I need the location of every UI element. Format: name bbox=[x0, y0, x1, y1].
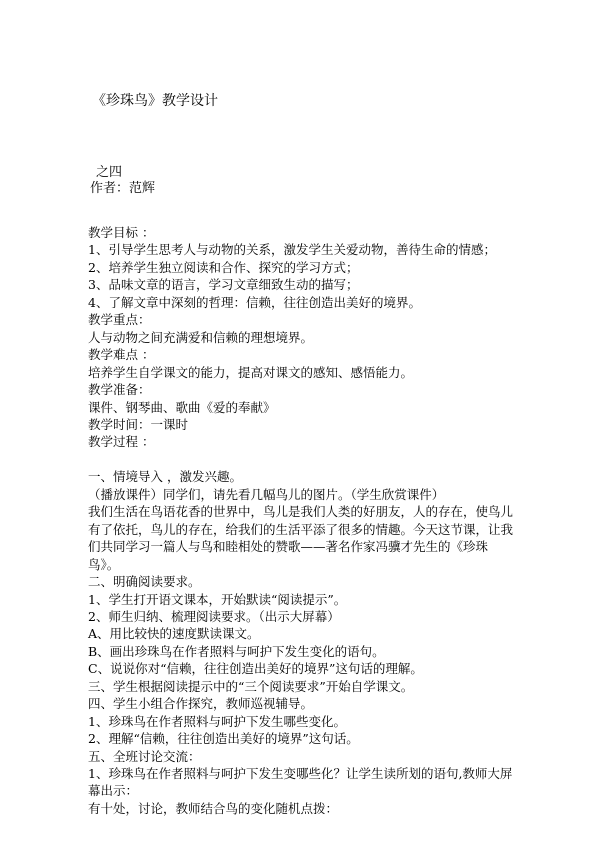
difficulty-heading: 教学难点 ： bbox=[88, 347, 155, 363]
objective-item: 4、了解文章中深刻的哲理：信赖，往往创造出美好的境界。 bbox=[88, 294, 421, 310]
difficulty-text: 培养学生自学课文的能力，提高对课文的感知、感悟能力。 bbox=[88, 364, 414, 380]
step5-heading: 五、全班讨论交流： bbox=[88, 748, 201, 764]
time-line: 教学时间：一课时 bbox=[88, 416, 189, 432]
step1-paragraph: 我们生活在鸟语花香的世界中，鸟儿是我们人类的好朋友，人的存在，使鸟儿有了依托，鸟儿的存在，给我们的生活平添了很多的情趣。今天这节课，让我们共同学习一篇人与鸟和睦相处的赞歌——著名作家冯骥才先生的《珍珠鸟》。 bbox=[88, 504, 514, 572]
objective-item: 3、品味文章的语言，学习文章细致生动的描写； bbox=[88, 277, 359, 293]
document-body bbox=[88, 224, 518, 817]
objectives-heading: 教学目标 ： bbox=[88, 225, 155, 240]
step2-item: B、画出珍珠鸟在作者照料与呵护下发生变化的语句。 bbox=[88, 643, 385, 659]
step4-item: 2、理解“信赖，往往创造出美好的境界”这句话。 bbox=[88, 731, 359, 747]
key-points-heading: 教学重点： bbox=[88, 312, 151, 328]
preparation-text: 课件、钢琴曲、歌曲《爱的奉献》 bbox=[88, 399, 276, 415]
step4-heading: 四、学生小组合作探究，教师巡视辅导。 bbox=[88, 696, 314, 712]
author-line: 作者：范辉 bbox=[90, 181, 156, 196]
step2-item: A、用比较快的速度默读课文。 bbox=[88, 626, 260, 642]
step3-heading: 三、学生根据阅读提示中的“三个阅读要求”开始自学课文。 bbox=[88, 678, 414, 694]
step5-paragraph: 有十处，讨论，教师结合鸟的变化随机点拨： bbox=[88, 800, 339, 816]
process-heading: 教学过程 ： bbox=[88, 434, 155, 450]
spacer bbox=[88, 451, 518, 468]
document-meta bbox=[90, 165, 155, 197]
objective-item: 2、培养学生独立阅读和合作、探究的学习方式； bbox=[88, 259, 359, 275]
section-label: 之四 bbox=[96, 165, 123, 180]
step2-item: 1、学生打开语文课本，开始默读“阅读提示”。 bbox=[88, 591, 347, 607]
step2-item: C、说说你对“信赖，往往创造出美好的境界”这句话的理解。 bbox=[88, 661, 423, 677]
step1-heading: 一、情境导入 ，激发兴趣。 bbox=[88, 469, 242, 485]
step1-paragraph: （播放课件）同学们，请先看几幅鸟儿的图片。（学生欣赏课件） bbox=[88, 486, 445, 502]
step2-item: 2、师生归纳、梳理阅读要求。（出示大屏幕） bbox=[88, 608, 340, 624]
step4-item: 1、珍珠鸟在作者照料与呵护下发生哪些变化。 bbox=[88, 713, 346, 729]
preparation-heading: 教学准备： bbox=[88, 382, 151, 398]
step5-paragraph: 1、珍珠鸟在作者照料与呵护下发生变哪些化？让学生读所划的语句,教师大屏幕出示： bbox=[88, 766, 513, 799]
key-points-text: 人与动物之间充满爱和信赖的理想境界。 bbox=[88, 329, 314, 345]
document-title: 《珍珠鸟》教学设计 bbox=[92, 93, 218, 109]
objective-item: 1、引导学生思考人与动物的关系，激发学生关爱动物，善待生命的情感； bbox=[88, 242, 496, 258]
step2-heading: 二、明确阅读要求。 bbox=[88, 574, 201, 590]
